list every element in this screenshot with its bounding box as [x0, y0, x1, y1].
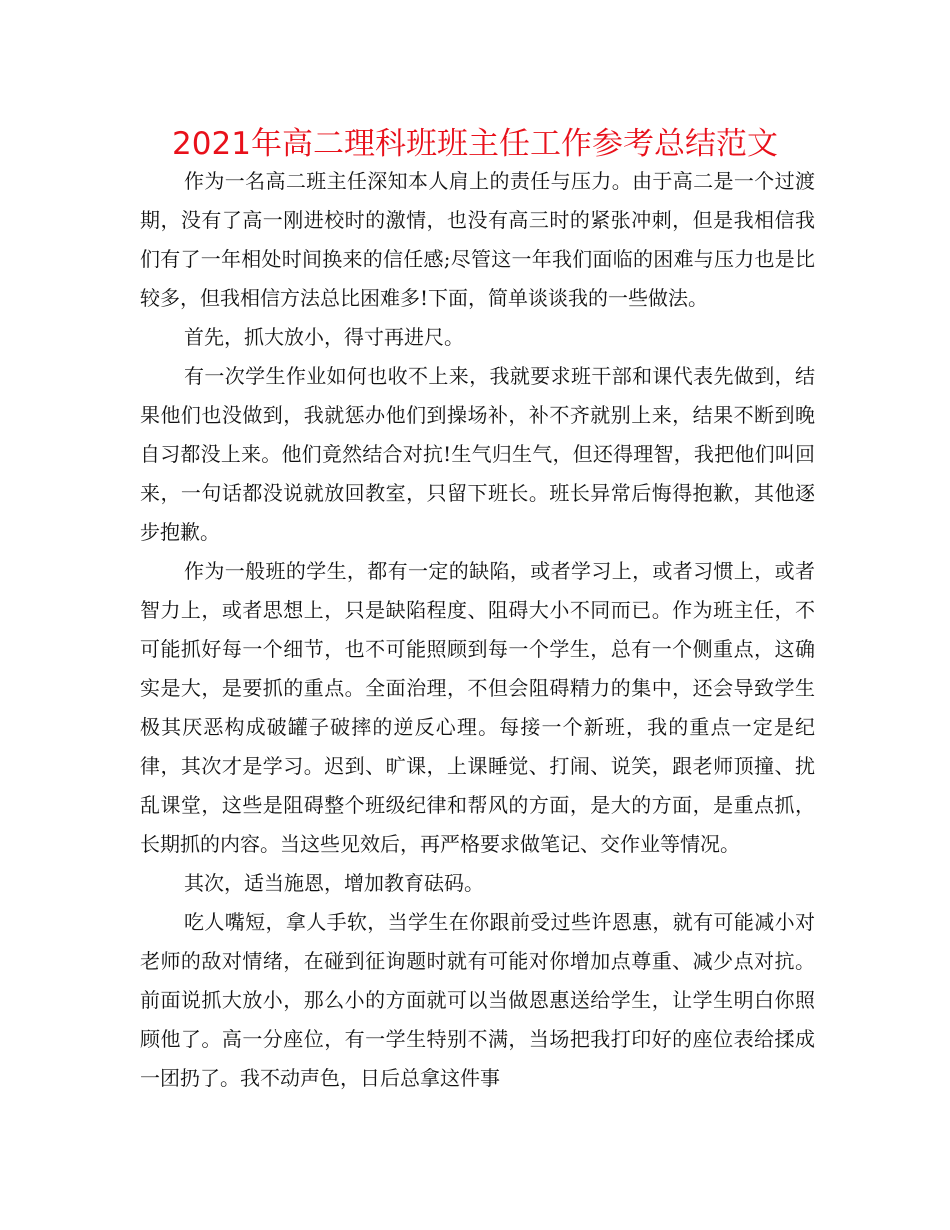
paragraph-favors: 吃人嘴短，拿人手软，当学生在你跟前受过些许恩惠，就有可能减小对老师的敌对情绪，在碰到征询题时就有可能对你增加点尊重、减少点对抗。前面说抓大放小，那么小的方面就可以当做恩惠送给学生，让学生明白你照顾他了。高一分座位，有一学生特别不满，当场把我打印好的座位表给揉成一团扔了。我不动声色，日后总拿这件事 [140, 910, 815, 1090]
paragraph-heading-second: 其次，适当施恩，增加教育砝码。 [184, 871, 484, 895]
paragraph-homework-story: 有一次学生作业如何也收不上来，我就要求班干部和课代表先做到，结果他们也没做到，我就惩办他们到操场补，补不齐就别上来，结果不断到晚自习都没上来。他们竟然结合对抗!生气归生气，但还得理智，我把他们叫回来，一句话都没说就放回教室，只留下班长。班长异常后悔得抱歉，其他逐步抱歉。 [140, 364, 815, 544]
paragraph-key-points: 作为一般班的学生，都有一定的缺陷，或者学习上，或者习惯上，或者智力上，或者思想上，只是缺陷程度、阻碍大小不同而已。作为班主任，不可能抓好每一个细节，也不可能照顾到每一个学生，总有一个侧重点，这确实是大，是要抓的重点。全面治理，不但会阻碍精力的集中，还会导致学生极其厌恶构成破罐子破摔的逆反心理。每接一个新班，我的重点一定是纪律，其次才是学习。迟到、旷课，上课睡觉、打闹、说笑，跟老师顶撞、扰乱课堂，这些是阻碍整个班级纪律和帮风的方面，是大的方面，是重点抓，长期抓的内容。当这些见效后，再严格要求做笔记、交作业等情况。 [140, 559, 815, 856]
document-title: 2021年高二理科班班主任工作参考总结范文 [172, 126, 778, 162]
paragraph-heading-first: 首先，抓大放小，得寸再进尺。 [184, 325, 464, 349]
document-body [140, 162, 815, 1098]
paragraph-intro: 作为一名高二班主任深知本人肩上的责任与压力。由于高二是一个过渡期，没有了高一刚进校时的激情，也没有高三时的紧张冲刺，但是我相信我们有了一年相处时间换来的信任感;尽管这一年我们面临的困难与压力也是比较多，但我相信方法总比困难多!下面，简单谈谈我的一些做法。 [140, 169, 815, 310]
